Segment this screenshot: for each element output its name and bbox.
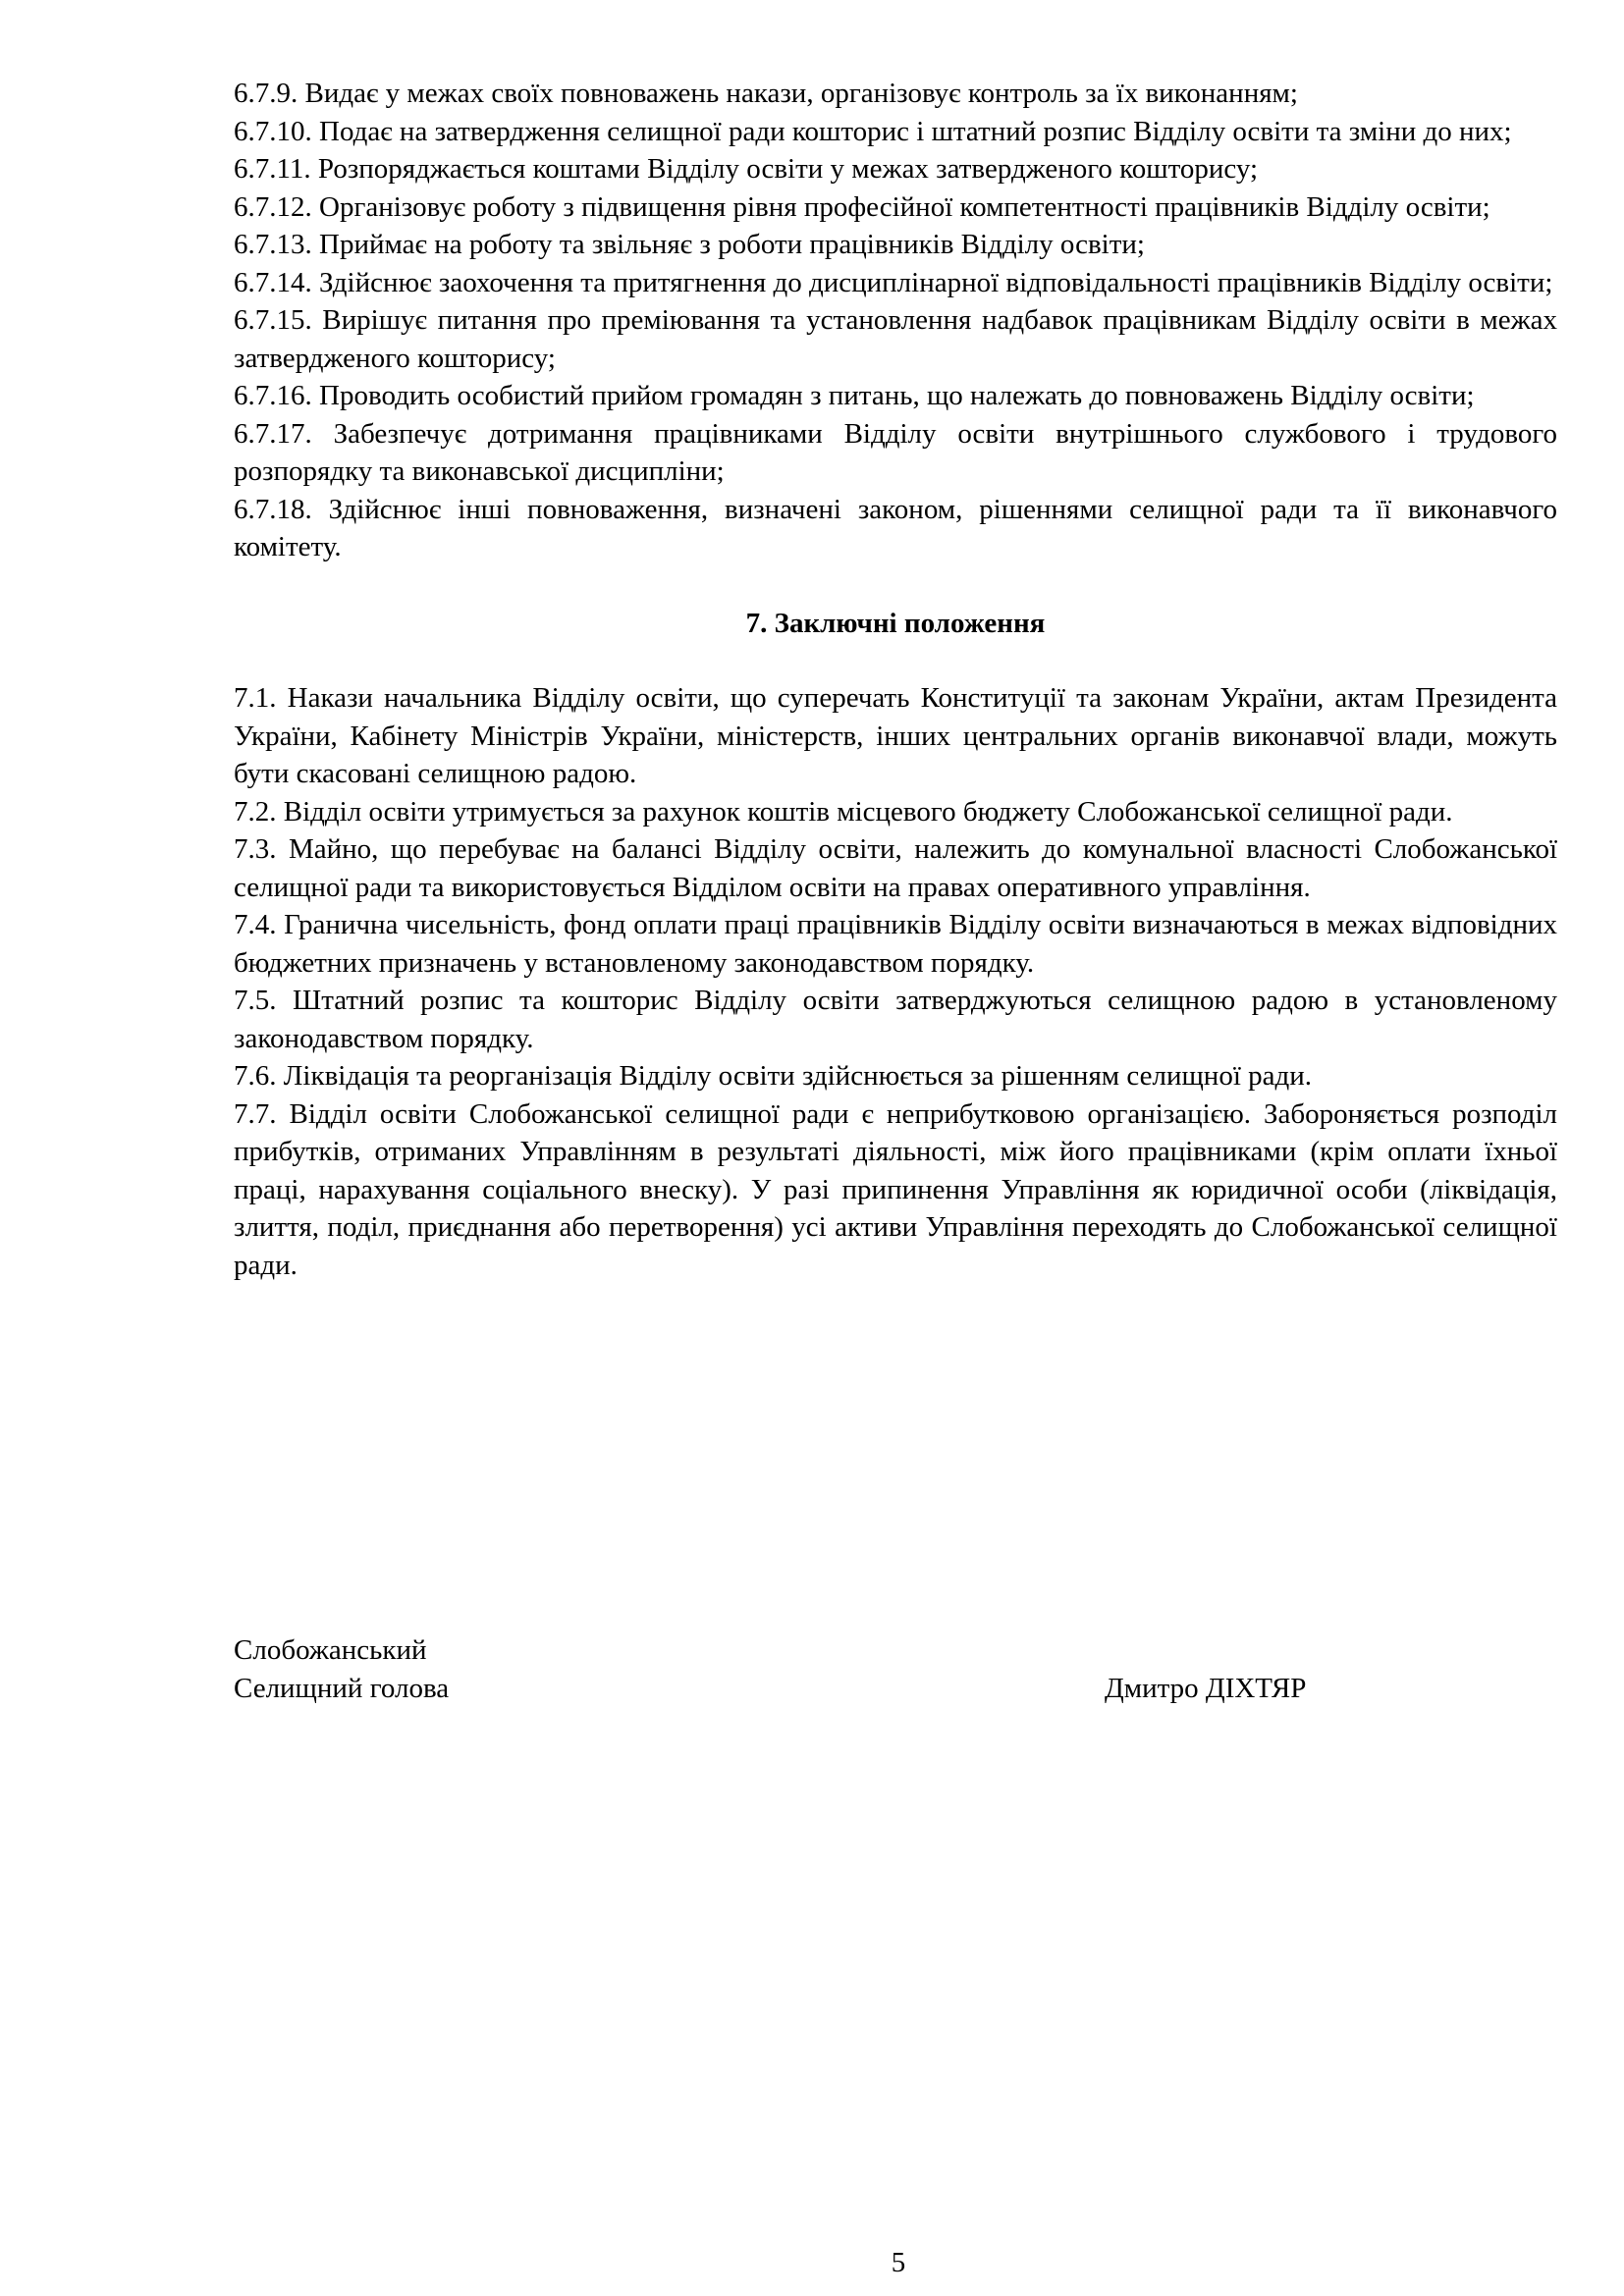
- section-7-items: [234, 679, 1557, 1284]
- clause-7-5: 7.5. Штатний розпис та кошторис Відділу освіти затверджуються селищною радою в установленому законодавством порядку.: [234, 985, 1557, 1054]
- section-7-heading: 7. Заключні положення: [745, 607, 1046, 639]
- section-6-items: [234, 75, 1557, 566]
- clause-7-2: 7.2. Відділ освіти утримується за рахунок коштів місцевого бюджету Слобожанської селищної ради.: [234, 795, 1453, 828]
- clause-7-7: 7.7. Відділ освіти Слобожанської селищної ради є неприбутковою організацією. Забороняється розподіл прибутків, отриманих Управлінням в результаті діяльності, між його працівниками (крім оплати їхньої праці, нарахування соціального внеску). У разі припинення Управління як юридичної особи (ліквідація, злиття, поділ, приєднання або перетворення) усі активи Управління переходять до Слобожанської селищної ради.: [234, 1097, 1557, 1281]
- document-body: [234, 75, 1557, 1284]
- clause-7-3: 7.3. Майно, що перебуває на балансі Відділу освіти, належить до комунальної власності Слобожанської селищної ради та використовується Відділом освіти на правах оперативного управління.: [234, 833, 1557, 903]
- clause-6-7-11: 6.7.11. Розпоряджається коштами Відділу освіти у межах затвердженого кошторису;: [234, 153, 1259, 185]
- clause-6-7-13: 6.7.13. Приймає на роботу та звільняє з роботи працівників Відділу освіти;: [234, 229, 1145, 260]
- clause-6-7-17: 6.7.17. Забезпечує дотримання працівниками Відділу освіти внутрішнього службового і трудового розпорядку та виконавської дисципліни;: [234, 417, 1557, 487]
- clause-6-7-16: 6.7.16. Проводить особистий прийом громадян з питань, що належать до повноважень Відділу освіти;: [234, 380, 1475, 411]
- signature-block: [234, 1631, 1557, 1707]
- clause-6-7-9: 6.7.9. Видає у межах своїх повноважень накази, організовує контроль за їх виконанням;: [234, 78, 1298, 109]
- clause-6-7-14: 6.7.14. Здійснює заохочення та притягнення до дисциплінарної відповідальності працівників Відділу освіти;: [234, 266, 1553, 298]
- page-number: 5: [891, 2247, 906, 2278]
- clause-6-7-10: 6.7.10. Подає на затвердження селищної ради кошторис і штатний розпис Відділу освіти та зміни до них;: [234, 115, 1512, 147]
- signatory-name: Дмитро ДІХТЯР: [1105, 1672, 1307, 1704]
- clause-6-7-18: 6.7.18. Здійснює інші повноваження, визначені законом, рішеннями селищної ради та її виконавчого комітету.: [234, 493, 1557, 562]
- signatory-title-line-1: Слобожанський: [234, 1634, 427, 1666]
- clause-7-6: 7.6. Ліквідація та реорганізація Відділу освіти здійснюється за рішенням селищної ради.: [234, 1060, 1313, 1092]
- clause-6-7-15: 6.7.15. Вирішує питання про преміювання та установлення надбавок працівникам Відділу освіти в межах затвердженого кошторису;: [234, 304, 1557, 374]
- clause-6-7-12: 6.7.12. Організовує роботу з підвищення рівня професійної компетентності працівників Відділу освіти;: [234, 190, 1490, 223]
- signatory-title-line-2: Селищний голова: [234, 1672, 450, 1704]
- clause-7-4: 7.4. Гранична чисельність, фонд оплати праці працівників Відділу освіти визначаються в межах відповідних бюджетних призначень у встановленому законодавством порядку.: [234, 909, 1557, 979]
- clause-7-1: 7.1. Накази начальника Відділу освіти, що суперечать Конституції та законам України, актам Президента України, Кабінету Міністрів України, міністерств, інших центральних органів виконавчої влади, можуть бути скасовані селищною радою.: [234, 682, 1557, 789]
